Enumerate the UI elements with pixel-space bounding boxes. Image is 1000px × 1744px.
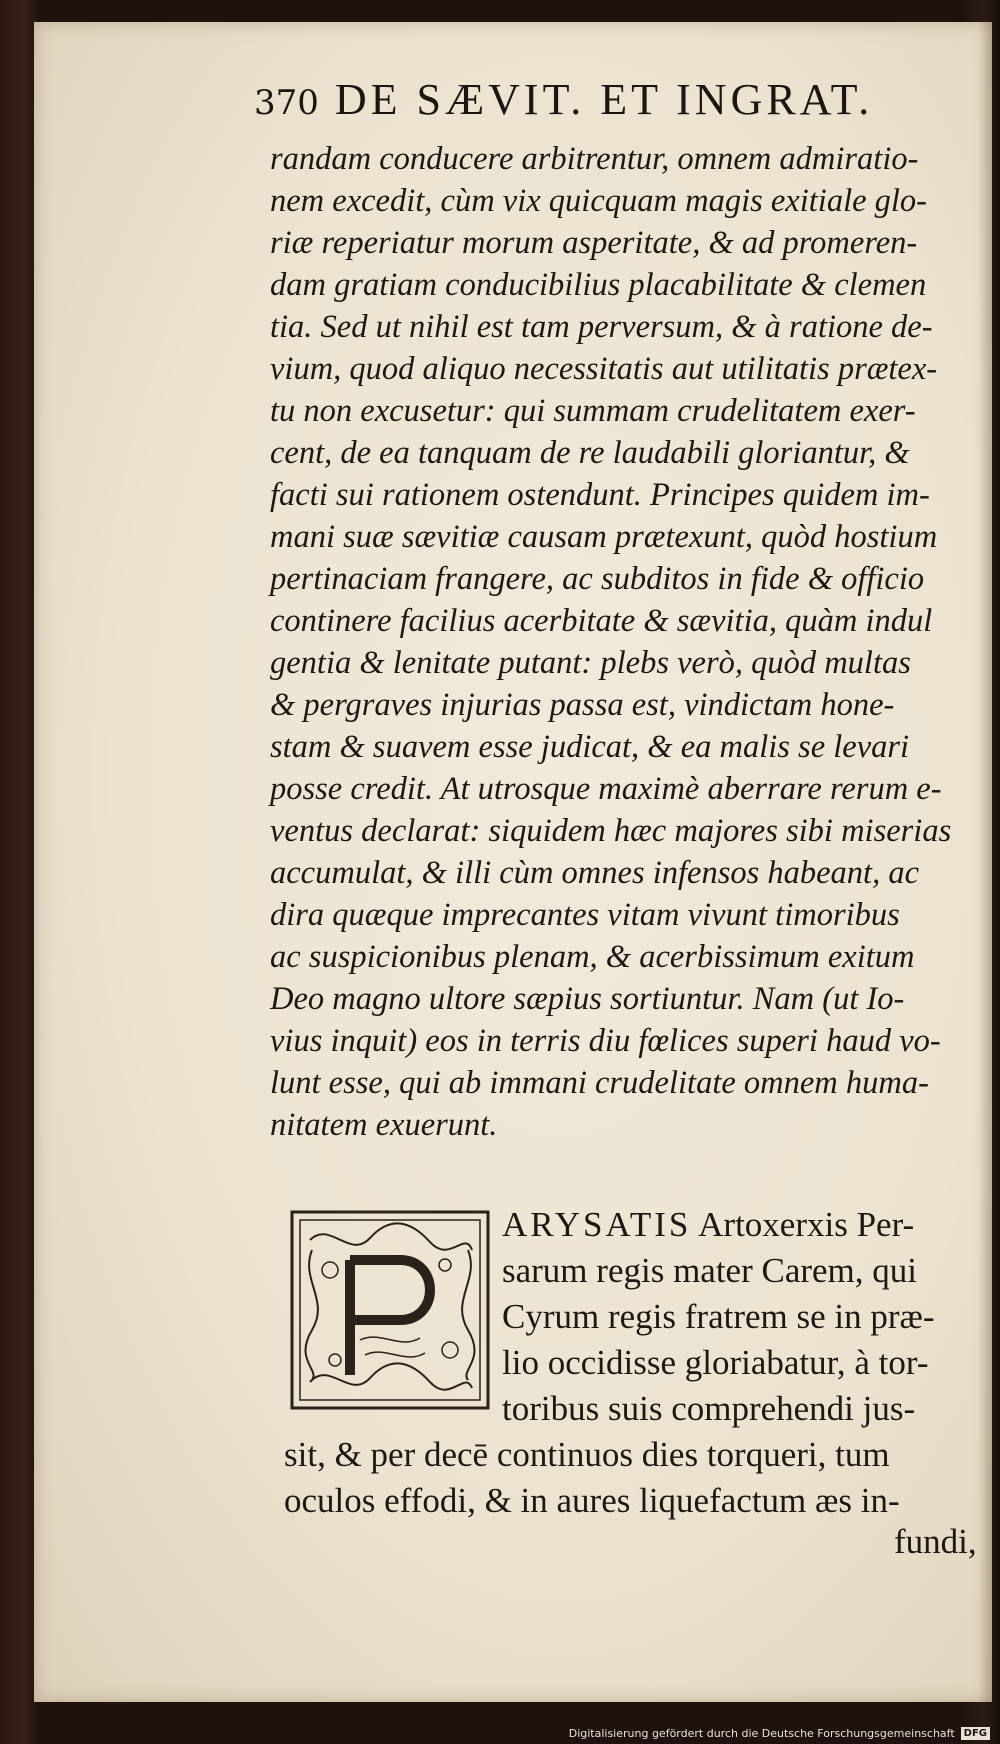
text-line: gentia & lenitate putant: plebs verò, quòd multas	[270, 645, 911, 681]
text-line: stam & suavem esse judicat, & ea malis se levari	[270, 729, 910, 765]
text-line: sit, & per decē continuos dies torqueri, tum	[284, 1435, 890, 1474]
book-page	[34, 22, 992, 1702]
text-line: dira quæque imprecantes vitam vivunt timoribus	[270, 897, 900, 933]
text-line: dam gratiam conducibilius placabilitate & clemen	[270, 267, 927, 303]
text-line: randam conducere arbitrentur, omnem admiratio-	[270, 141, 919, 177]
text-line: ventus declarat: siquidem hæc majores sibi miserias	[270, 813, 952, 849]
catchword: fundi,	[894, 1522, 977, 1561]
text-line: continere facilius acerbitate & sævitia, quàm indul	[270, 603, 933, 639]
decorated-initial	[290, 1210, 490, 1410]
roman-text-beside-initial	[502, 1202, 1000, 1432]
page-number: 370	[254, 83, 319, 123]
text-line: tu non excusetur: qui summam crudelitatem exer-	[270, 393, 916, 429]
running-title: DE SÆVIT. ET INGRAT.	[334, 75, 874, 124]
text-line: facti sui rationem ostendunt. Principes quidem im-	[270, 477, 930, 513]
digitization-credit	[569, 1727, 990, 1740]
text-line: accumulat, & illi cùm omnes infensos habeant, ac	[270, 855, 920, 891]
opening-name: ARYSATIS	[502, 1205, 692, 1244]
roman-text-full-width	[284, 1432, 1000, 1524]
text-line: nem excedit, cùm vix quicquam magis exitiale glo-	[270, 183, 927, 219]
italic-body-text	[270, 138, 990, 1146]
text-line: posse credit. At utrosque maximè aberrare rerum e-	[270, 771, 942, 807]
text-line: Cyrum regis fratrem se in præ-	[502, 1297, 935, 1336]
text-line: Deo magno ultore sæpius sortiuntur. Nam (ut Io-	[270, 981, 905, 1017]
text-line: mani suæ sævitiæ causam prætexunt, quòd hostium	[270, 519, 938, 555]
text-line: vium, quod aliquo necessitatis aut utilitatis prætex-	[270, 351, 938, 387]
text-line: oculos effodi, & in aures liquefactum æs in-	[284, 1481, 900, 1520]
text-line: nitatem exuerunt.	[270, 1107, 498, 1143]
text-line: sarum regis mater Carem, qui	[502, 1251, 918, 1290]
text-line: cent, de ea tanquam de re laudabili gloriantur, &	[270, 435, 910, 471]
text-line: Artoxerxis Per-	[691, 1205, 915, 1244]
dfg-logo-icon: DFG	[961, 1727, 990, 1740]
text-line: riæ reperiatur morum asperitate, & ad promeren-	[270, 225, 918, 261]
text-line: lunt esse, qui ab immani crudelitate omnem huma-	[270, 1065, 929, 1101]
text-line: toribus suis comprehendi jus-	[502, 1389, 916, 1428]
text-line: vius inquit) eos in terris diu fœlices superi haud vo-	[270, 1023, 941, 1059]
text-line: ac suspicionibus plenam, & acerbissimum exitum	[270, 939, 915, 975]
text-line: & pergraves injurias passa est, vindictam hone-	[270, 687, 895, 723]
text-line: tia. Sed ut nihil est tam perversum, & à ratione de-	[270, 309, 933, 345]
credit-text: Digitalisierung gefördert durch die Deutsche Forschungsgemeinschaft	[568, 1727, 955, 1740]
text-line: lio occidisse gloriabatur, à tor-	[502, 1343, 929, 1382]
text-line: pertinaciam frangere, ac subditos in fide & officio	[270, 561, 925, 597]
ornamental-initial-icon	[290, 1210, 490, 1410]
page-header	[254, 74, 873, 134]
